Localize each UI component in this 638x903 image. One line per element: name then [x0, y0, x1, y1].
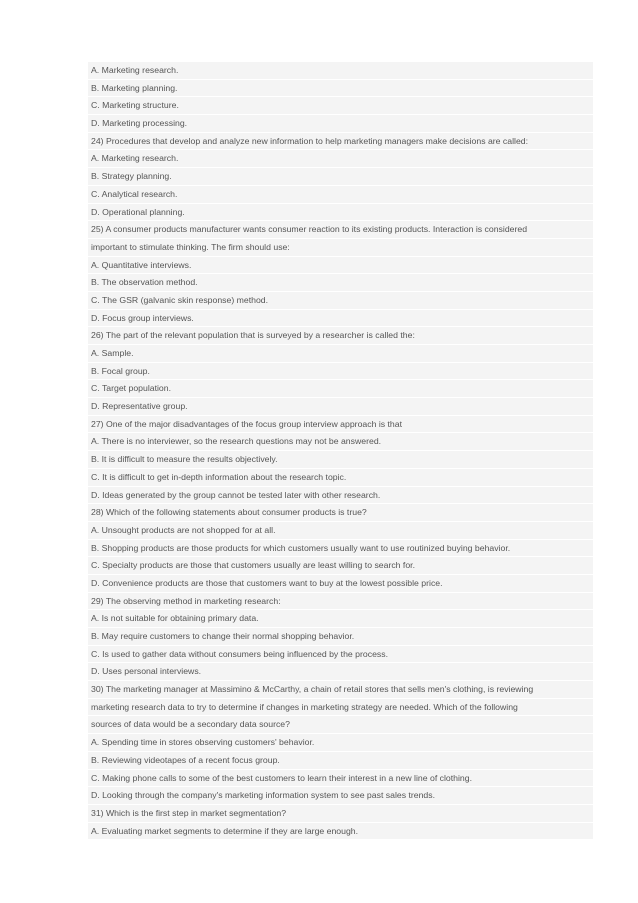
text-line: B. Marketing planning.	[88, 80, 593, 98]
text-line: C. Making phone calls to some of the best customers to learn their interest in a new line of clothing.	[88, 770, 593, 788]
text-line: B. Shopping products are those products for which customers usually want to use routinized buying behavior.	[88, 540, 593, 558]
text-line: D. Focus group interviews.	[88, 310, 593, 328]
text-line: C. It is difficult to get in-depth information about the research topic.	[88, 469, 593, 487]
text-line: B. Focal group.	[88, 363, 593, 381]
question-line: 28) Which of the following statements about consumer products is true?	[88, 504, 593, 522]
text-line: C. Marketing structure.	[88, 97, 593, 115]
text-line: C. Is used to gather data without consumers being influenced by the process.	[88, 646, 593, 664]
question-line: 29) The observing method in marketing research:	[88, 593, 593, 611]
text-line: D. Marketing processing.	[88, 115, 593, 133]
document-text-block	[88, 62, 593, 840]
text-line: D. Convenience products are those that customers want to buy at the lowest possible price.	[88, 575, 593, 593]
text-line: B. The observation method.	[88, 274, 593, 292]
question-line: 25) A consumer products manufacturer wants consumer reaction to its existing products. Interaction is considered	[88, 221, 593, 239]
text-line: B. Strategy planning.	[88, 168, 593, 186]
text-line: A. There is no interviewer, so the research questions may not be answered.	[88, 433, 593, 451]
text-line: C. Specialty products are those that customers usually are least willing to search for.	[88, 557, 593, 575]
text-line: A. Unsought products are not shopped for at all.	[88, 522, 593, 540]
text-line: A. Sample.	[88, 345, 593, 363]
question-line: 24) Procedures that develop and analyze new information to help marketing managers make decisions are called:	[88, 133, 593, 151]
question-line: important to stimulate thinking. The firm should use:	[88, 239, 593, 257]
text-line: D. Representative group.	[88, 398, 593, 416]
text-line: D. Looking through the company's marketing information system to see past sales trends.	[88, 787, 593, 805]
text-line: D. Operational planning.	[88, 204, 593, 222]
text-line: D. Ideas generated by the group cannot be tested later with other research.	[88, 487, 593, 505]
question-line: marketing research data to try to determine if changes in marketing strategy are needed. Which of the following	[88, 699, 593, 717]
question-line: 31) Which is the first step in market segmentation?	[88, 805, 593, 823]
text-line: D. Uses personal interviews.	[88, 663, 593, 681]
text-line: A. Spending time in stores observing customers' behavior.	[88, 734, 593, 752]
text-line: B. It is difficult to measure the results objectively.	[88, 451, 593, 469]
question-line: 26) The part of the relevant population that is surveyed by a researcher is called the:	[88, 327, 593, 345]
question-line: 30) The marketing manager at Massimino & McCarthy, a chain of retail stores that sells men's clothing, is reviewing	[88, 681, 593, 699]
text-line: C. The GSR (galvanic skin response) method.	[88, 292, 593, 310]
text-line: A. Marketing research.	[88, 150, 593, 168]
text-line: A. Marketing research.	[88, 62, 593, 80]
text-line: C. Target population.	[88, 380, 593, 398]
text-line: A. Evaluating market segments to determine if they are large enough.	[88, 823, 593, 841]
question-line: 27) One of the major disadvantages of the focus group interview approach is that	[88, 416, 593, 434]
text-line: B. Reviewing videotapes of a recent focus group.	[88, 752, 593, 770]
text-line: C. Analytical research.	[88, 186, 593, 204]
text-line: B. May require customers to change their normal shopping behavior.	[88, 628, 593, 646]
question-line: sources of data would be a secondary data source?	[88, 716, 593, 734]
text-line: A. Quantitative interviews.	[88, 257, 593, 275]
text-line: A. Is not suitable for obtaining primary data.	[88, 610, 593, 628]
